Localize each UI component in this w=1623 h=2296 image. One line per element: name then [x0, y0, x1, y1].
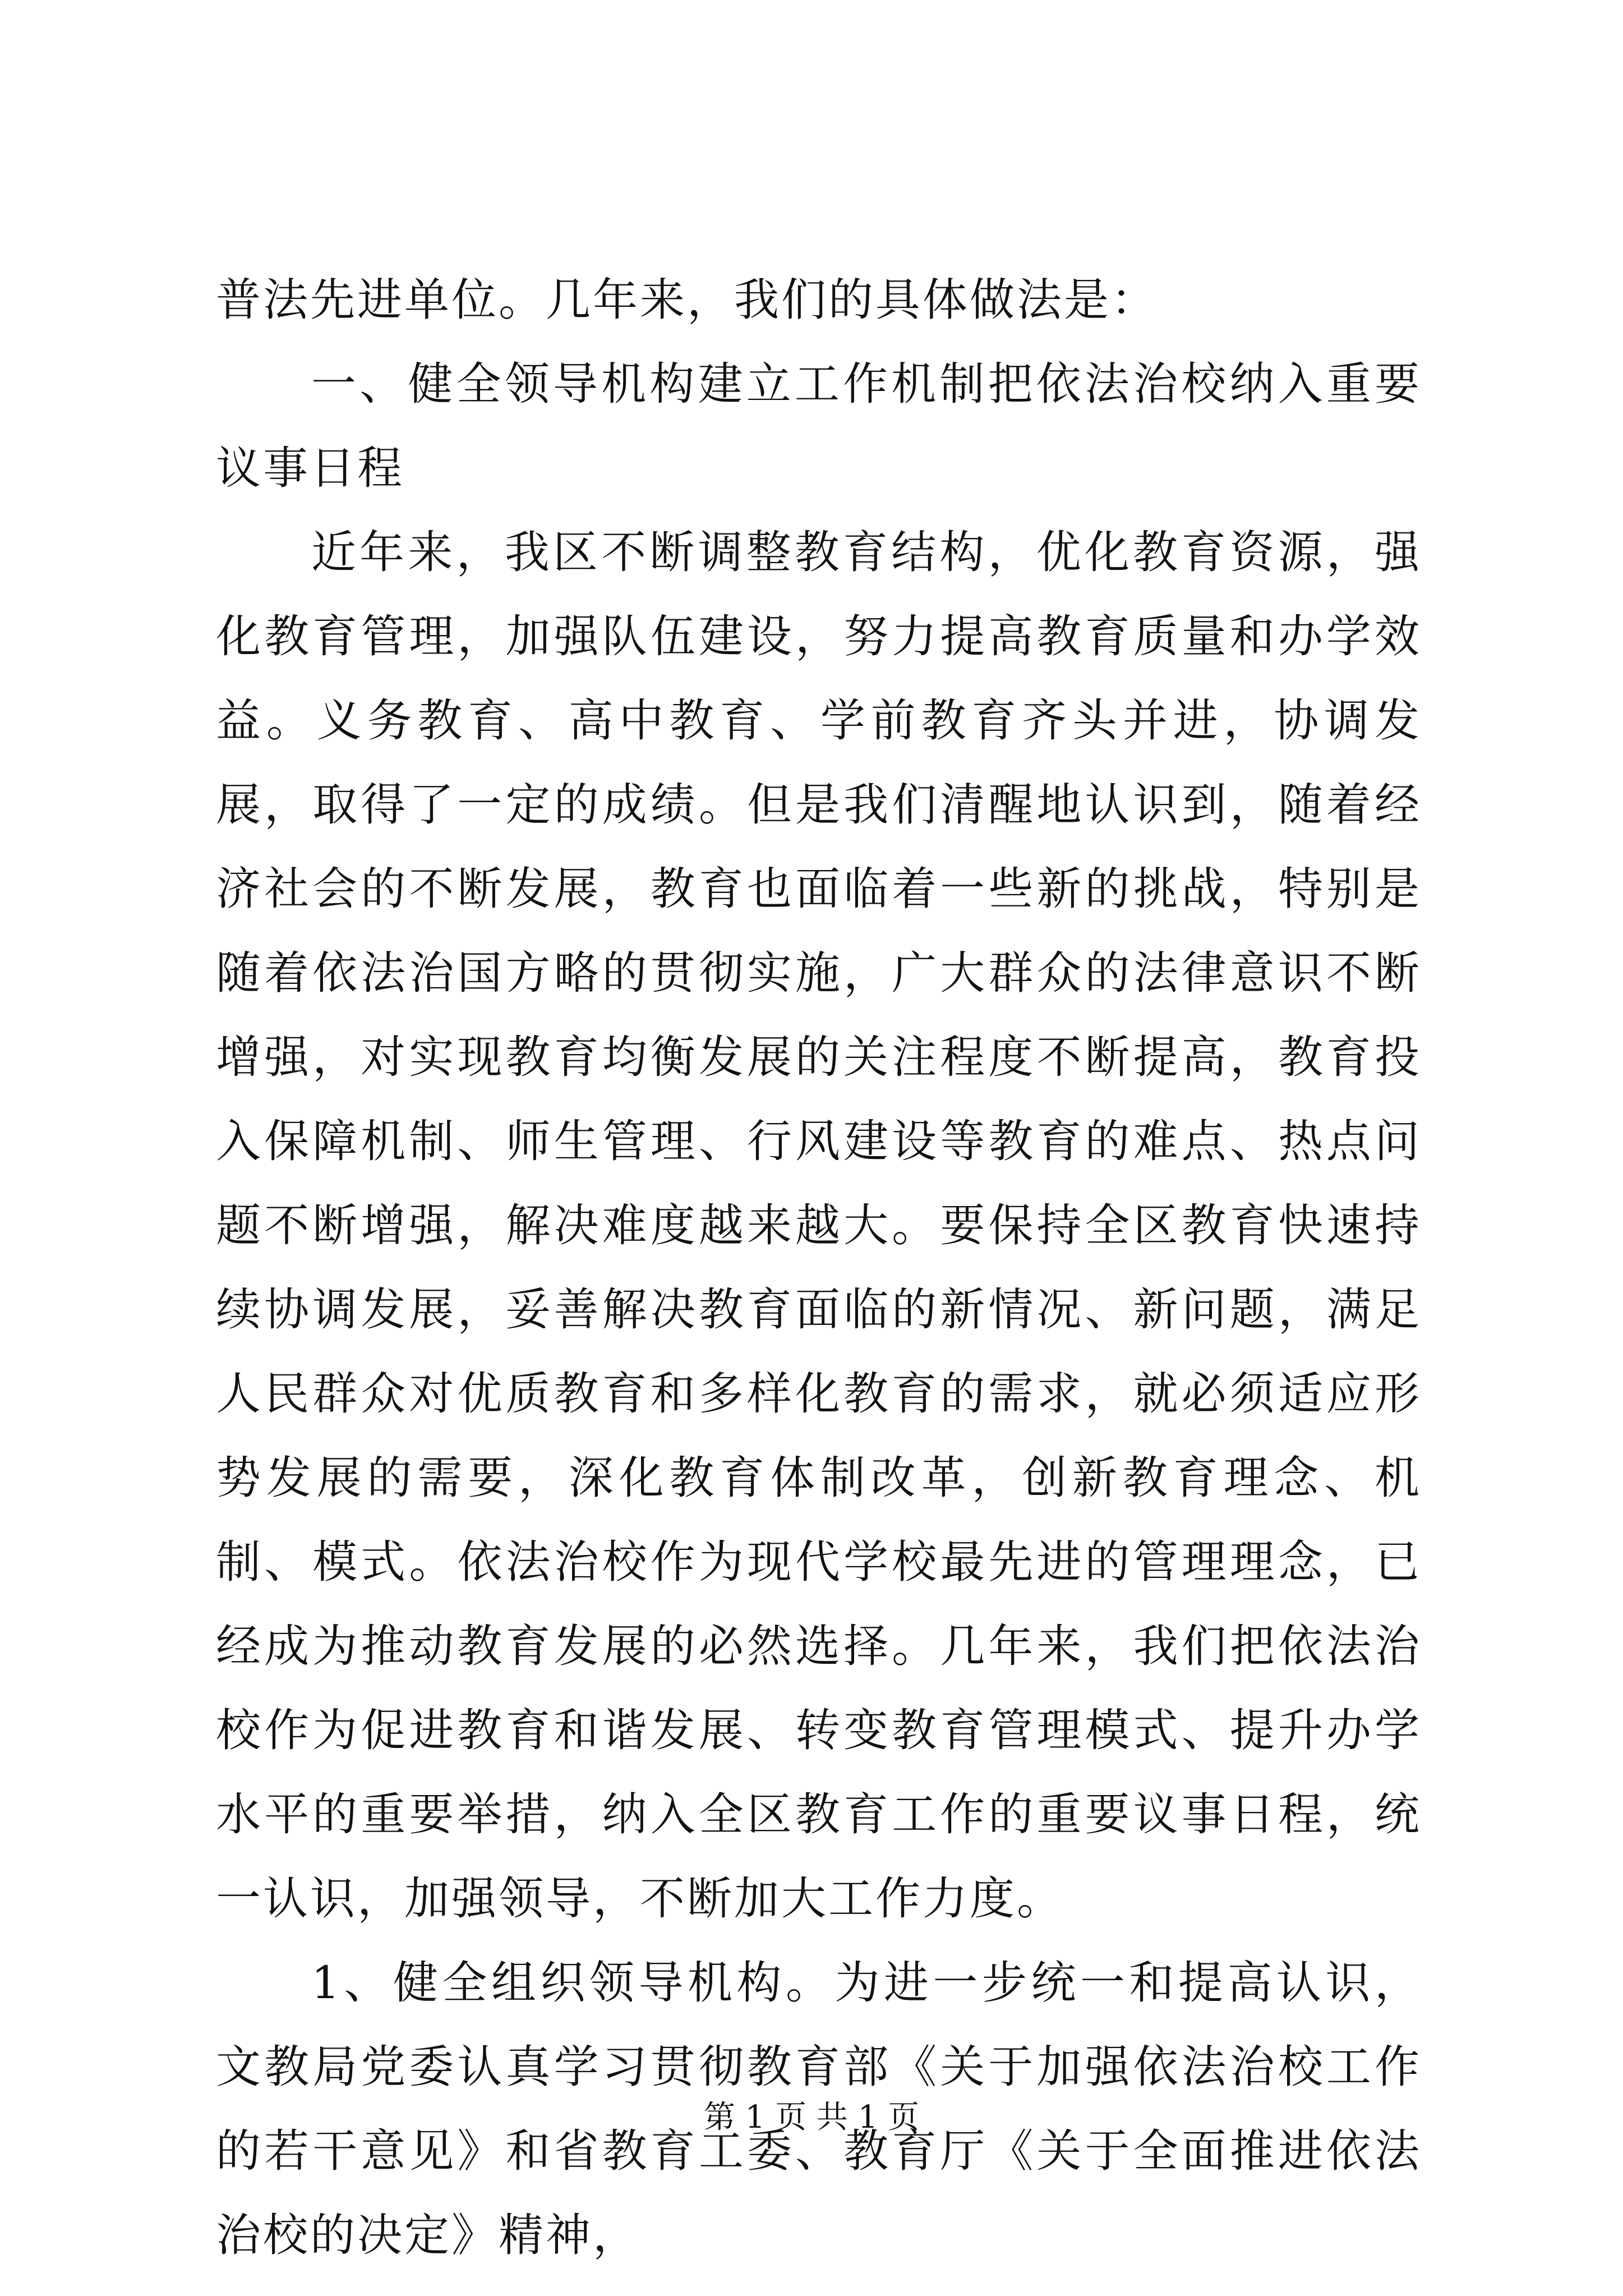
paragraph-intro: 普法先进单位。几年来，我们的具体做法是： — [216, 274, 1158, 326]
page-footer: 第 1 页 共 1 页 — [703, 2099, 920, 2136]
document-body — [216, 258, 1422, 2277]
paragraph-item-1: 1、健全组织领导机构。为进一步统一和提高认识，文教局党委认真学习贯彻教育部《关于加强依法治校工作的若干意见》和省教育工委、教育厅《关于全面推进依法治校的决定》精神， — [216, 1957, 1422, 2261]
section-heading-1: 一、健全领导机构建立工作机制把依法治校纳入重要议事日程 — [216, 358, 1422, 494]
paragraph-main: 近年来，我区不断调整教育结构，优化教育资源，强化教育管理，加强队伍建设，努力提高教育质量和办学效益。义务教育、高中教育、学前教育齐头并进，协调发展，取得了一定的成绩。但是我们清醒地认识到，随着经济社会的不断发展，教育也面临着一些新的挑战，特别是随着依法治国方略的贯彻实施，广大群众的法律意识不断增强，对实现教育均衡发展的关注程度不断提高，教育投入保障机制、师生管理、行风建设等教育的难点、热点问题不断增强，解决难度越来越大。要保持全区教育快速持续协调发展，妥善解决教育面临的新情况、新问题，满足人民群众对优质教育和多样化教育的需求，就必须适应形势发展的需要，深化教育体制改革，创新教育理念、机制、模式。依法治校作为现代学校最先进的管理理念，已经成为推动教育发展的必然选择。几年来，我们把依法治校作为促进教育和谐发展、转变教育管理模式、提升办学水平的重要举措，纳入全区教育工作的重要议事日程，统一认识，加强领导，不断加大工作力度。 — [216, 526, 1422, 1925]
